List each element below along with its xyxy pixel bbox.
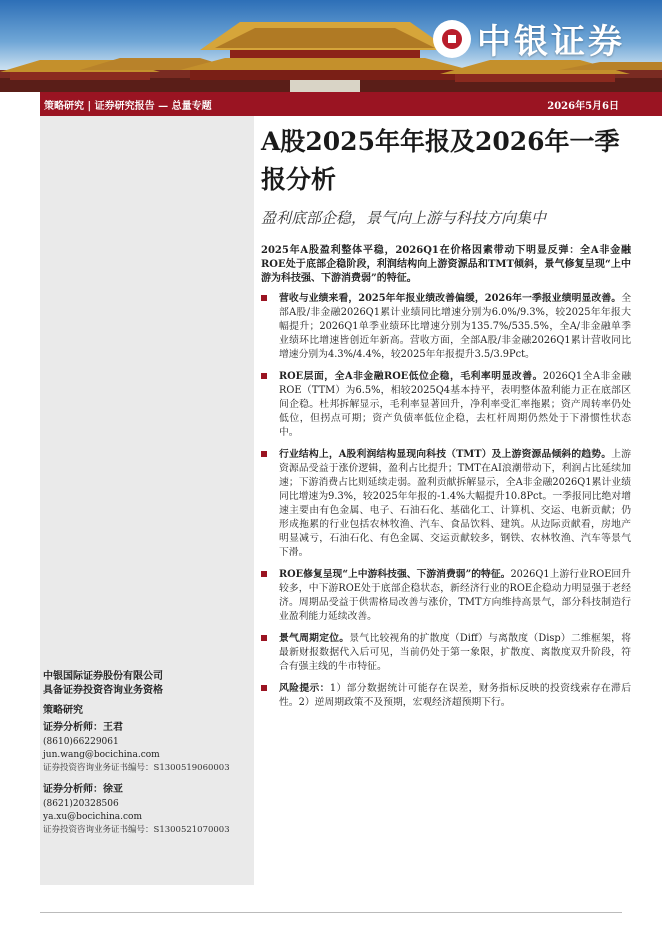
bullet-lead: ROE层面，全A非金融ROE低位企稳，毛利率明显改善。 (279, 371, 543, 382)
report-category: 策略研究 | 证券研究报告 — 总量专题 (44, 101, 212, 112)
firm-qualification: 具备证券投资咨询业务资格 (43, 685, 163, 696)
bullet-lead: 风险提示： (279, 683, 330, 694)
list-item (261, 370, 631, 440)
bullet-body: 景气比较视角的扩散度（Diff）与离散度（Disp）二维框架，将最新财报数据代入后可见，当前仍处于第一象限，扩散度、离散度双升阶段，符合有强主线的牛市特征。 (279, 633, 631, 672)
analyst-certificate: 证券投资咨询业务证书编号：S1300521070003 (43, 825, 230, 835)
list-item (261, 568, 631, 624)
analyst-email[interactable]: jun.wang@bocichina.com (43, 750, 160, 760)
bullet-body: 全部A股/非金融2026Q1累计业绩同比增速分别为6.0%/9.3%，较2025年年报大幅提升；2026Q1单季业绩环比增速分别为135.7%/535.5%，全A/非金融单季业绩环比增速皆创近年新高。营收方面，全部A股/非金融2026Q1累计营收同比增速分别为4.3%/4.4%，较2025年年报提升3.5/3.9Pct。 (279, 293, 631, 360)
bullet-square-icon (261, 295, 267, 301)
bullet-lead: ROE修复呈现“上中游科技强、下游消费弱”的特征。 (279, 569, 511, 580)
analyst-phone: (8621)20328506 (43, 799, 119, 809)
boc-logo-icon (433, 20, 471, 58)
bullet-lead: 景气周期定位。 (279, 633, 350, 644)
boc-securities-logo (433, 14, 625, 63)
bullet-body: 1）部分数据统计可能存在误差，财务指标反映的投资线索存在滞后性。2）逆周期政策不及预期，宏观经济超预期下行。 (279, 683, 632, 708)
main-content (261, 123, 631, 718)
report-date: 2026年5月6日 (547, 101, 619, 112)
bullet-lead: 行业结构上，A股利润结构显现向科技（TMT）及上游资源品倾斜的趋势。 (279, 449, 612, 460)
list-item (261, 292, 631, 362)
analyst-email[interactable]: ya.xu@bocichina.com (43, 812, 143, 822)
report-subtitle: 盈利底部企稳，景气向上游与科技方向集中 (261, 209, 547, 227)
analyst-name: 证券分析师：王君 (43, 722, 123, 733)
bullet-square-icon (261, 635, 267, 641)
analyst-name: 证券分析师：徐亚 (43, 784, 123, 795)
footer-divider (40, 912, 622, 913)
analyst-card (43, 783, 253, 837)
bullet-body: 2026Q1全A非金融ROE（TTM）为6.5%，相较2025Q4基本持平，表明整体盈利能力正在底部区间企稳。杜邦拆解显示，毛利率显著回升，净利率受汇率拖累；资产周转率仍处低位，但拐点可期；资产负债率低位企稳，去杠杆周期仍然处于下滑惯性状态中。 (279, 371, 631, 438)
firm-name: 中银国际证券股份有限公司 (43, 671, 163, 682)
bullet-body: 2026Q1上游行业ROE回升较多，中下游ROE处于底部企稳状态，新经济行业的ROE企稳动力明显强于老经济。周期品受益于供需格局改善与涨价，TMT方向维持高景气，部分科技制造行业盈利能力延续改善。 (279, 569, 631, 622)
department: 策略研究 (43, 705, 83, 716)
bullet-body: 上游资源品受益于涨价逻辑，盈利占比提升；TMT在AI浪潮带动下，利润占比延续加速；下游消费占比则延续走弱。盈利贡献拆解显示，全A非金融2026Q1累计业绩同比增速为9.3%，较2025年年报的-1.4%大幅提升10.8Pct。一季报同比绝对增速主要由有色金属、电子、石油石化、基础化工、计算机、交运、电新贡献；仍形成拖累的行业包括农林牧渔、汽车、食品饮料、建筑。从边际贡献看，房地产明显减亏，石油石化、有色金属、交运贡献较多，钢铁、农林牧渔、汽车等景气下滑。 (279, 449, 632, 558)
header-banner (0, 0, 662, 92)
report-summary: 2025年A股盈利整体平稳，2026Q1在价格因素带动下明显反弹：全A非金融ROE处于底部企稳阶段，利润结构向上游资源品和TMT倾斜，景气修复呈现“上中游为科技强、下游消费弱”的特征。 (261, 245, 631, 284)
list-item (261, 682, 631, 710)
logo-text: 中银证券 (477, 22, 625, 62)
bullet-square-icon (261, 685, 267, 691)
bullet-square-icon (261, 451, 267, 457)
list-item (261, 448, 631, 560)
report-title: A股2025年年报及2026年一季报分析 (261, 127, 620, 194)
analyst-phone: (8610)66229061 (43, 737, 119, 747)
bullet-square-icon (261, 571, 267, 577)
bullet-square-icon (261, 373, 267, 379)
list-item (261, 632, 631, 674)
analyst-card (43, 721, 253, 775)
firm-info (43, 670, 253, 718)
key-points (261, 292, 631, 710)
bullet-lead: 营收与业绩来看，2025年年报业绩改善偏缓，2026年一季报业绩明显改善。 (279, 293, 622, 304)
analyst-certificate: 证券投资咨询业务证书编号：S1300519060003 (43, 763, 230, 773)
report-header-bar (40, 92, 662, 116)
